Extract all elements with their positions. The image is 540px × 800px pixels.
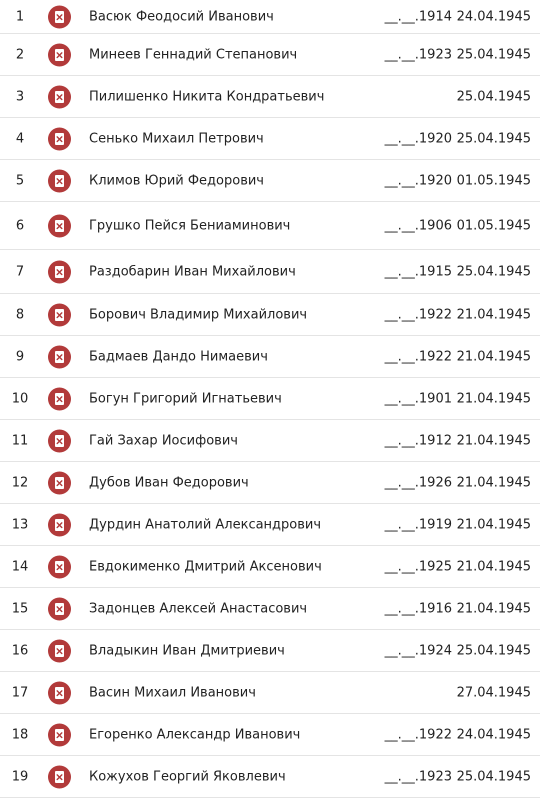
row-number: 12 [11,475,29,490]
soldier-name: Дурдин Анатолий Александрович [89,517,322,532]
birth-date: __.__.1922 [384,307,452,322]
death-date: 25.04.1945 [456,264,531,279]
death-date: 24.04.1945 [456,9,531,24]
death-date: 21.04.1945 [456,601,531,616]
document-x-icon[interactable] [48,5,71,28]
row-number: 13 [11,517,29,532]
document-x-icon[interactable] [48,597,71,620]
row-number: 4 [15,131,25,146]
table-row [0,118,540,160]
row-number: 15 [11,601,29,616]
birth-date: __.__.1901 [384,391,452,406]
table-row [0,630,540,672]
death-date: 21.04.1945 [456,307,531,322]
document-x-icon[interactable] [48,513,71,536]
death-date: 21.04.1945 [456,391,531,406]
table-row [0,250,540,294]
table-row [0,672,540,714]
row-number: 9 [15,349,25,364]
row-number: 11 [11,433,29,448]
birth-date: __.__.1906 [384,218,452,233]
row-number: 5 [15,173,25,188]
table-row [0,420,540,462]
table-row [0,294,540,336]
soldier-name: Минеев Геннадий Степанович [89,47,298,62]
death-date: 21.04.1945 [456,475,531,490]
soldier-name: Гай Захар Иосифович [89,433,238,448]
birth-date: __.__.1924 [384,643,452,658]
row-number: 6 [15,218,25,233]
table-row [0,202,540,250]
death-date: 25.04.1945 [456,89,531,104]
row-number: 17 [11,685,29,700]
death-date: 25.04.1945 [456,131,531,146]
table-row [0,546,540,588]
soldier-name: Климов Юрий Федорович [89,173,264,188]
death-date: 25.04.1945 [456,769,531,784]
death-date: 21.04.1945 [456,433,531,448]
birth-date: __.__.1922 [384,727,452,742]
table-row [0,714,540,756]
birth-date: __.__.1925 [384,559,452,574]
soldier-name: Пилишенко Никита Кондратьевич [89,89,325,104]
row-number: 7 [15,264,25,279]
document-x-icon[interactable] [48,85,71,108]
death-date: 21.04.1945 [456,349,531,364]
row-number: 16 [11,643,29,658]
table-row [0,34,540,76]
table-row [0,76,540,118]
death-date: 24.04.1945 [456,727,531,742]
row-number: 1 [15,9,25,24]
document-x-icon[interactable] [48,127,71,150]
birth-date: __.__.1912 [384,433,452,448]
document-x-icon[interactable] [48,169,71,192]
table-row [0,336,540,378]
row-number: 18 [11,727,29,742]
table-row [0,160,540,202]
soldier-name: Егоренко Александр Иванович [89,727,301,742]
document-x-icon[interactable] [48,303,71,326]
birth-date: __.__.1915 [384,264,452,279]
birth-date: __.__.1923 [384,769,452,784]
birth-date: __.__.1920 [384,131,452,146]
document-x-icon[interactable] [48,555,71,578]
death-date: 25.04.1945 [456,47,531,62]
row-number: 14 [11,559,29,574]
birth-date: __.__.1914 [384,9,452,24]
table-row [0,588,540,630]
table-row [0,378,540,420]
document-x-icon[interactable] [48,260,71,283]
table-row [0,504,540,546]
document-x-icon[interactable] [48,429,71,452]
document-x-icon[interactable] [48,723,71,746]
death-date: 21.04.1945 [456,517,531,532]
row-number: 8 [15,307,25,322]
document-x-icon[interactable] [48,639,71,662]
soldier-name: Кожухов Георгий Яковлевич [89,769,286,784]
birth-date: __.__.1920 [384,173,452,188]
soldier-name: Васин Михаил Иванович [89,685,256,700]
death-date: 01.05.1945 [456,218,531,233]
soldier-name: Богун Григорий Игнатьевич [89,391,282,406]
table-row [0,0,540,34]
soldier-name: Евдокименко Дмитрий Аксенович [89,559,322,574]
soldier-name: Бадмаев Дандо Нимаевич [89,349,268,364]
birth-date: __.__.1916 [384,601,452,616]
birth-date: __.__.1919 [384,517,452,532]
document-x-icon[interactable] [48,681,71,704]
birth-date: __.__.1926 [384,475,452,490]
death-date: 25.04.1945 [456,643,531,658]
soldier-name: Владыкин Иван Дмитриевич [89,643,285,658]
row-number: 10 [11,391,29,406]
birth-date: __.__.1922 [384,349,452,364]
document-x-icon[interactable] [48,765,71,788]
document-x-icon[interactable] [48,387,71,410]
death-date: 01.05.1945 [456,173,531,188]
death-date: 21.04.1945 [456,559,531,574]
table-row [0,756,540,798]
birth-date: __.__.1923 [384,47,452,62]
soldier-name: Борович Владимир Михайлович [89,307,308,322]
row-number: 19 [11,769,29,784]
soldier-name: Сенько Михаил Петрович [89,131,264,146]
document-x-icon[interactable] [48,471,71,494]
death-date: 27.04.1945 [456,685,531,700]
row-number: 3 [15,89,25,104]
row-number: 2 [15,47,25,62]
soldier-name: Раздобарин Иван Михайлович [89,264,296,279]
soldier-name: Васюк Феодосий Иванович [89,9,274,24]
document-x-icon[interactable] [48,345,71,368]
document-x-icon[interactable] [48,43,71,66]
table-row [0,462,540,504]
soldier-name: Дубов Иван Федорович [89,475,249,490]
soldier-name: Задонцев Алексей Анастасович [89,601,308,616]
document-x-icon[interactable] [48,214,71,237]
soldier-name: Грушко Пейся Бениаминович [89,218,291,233]
